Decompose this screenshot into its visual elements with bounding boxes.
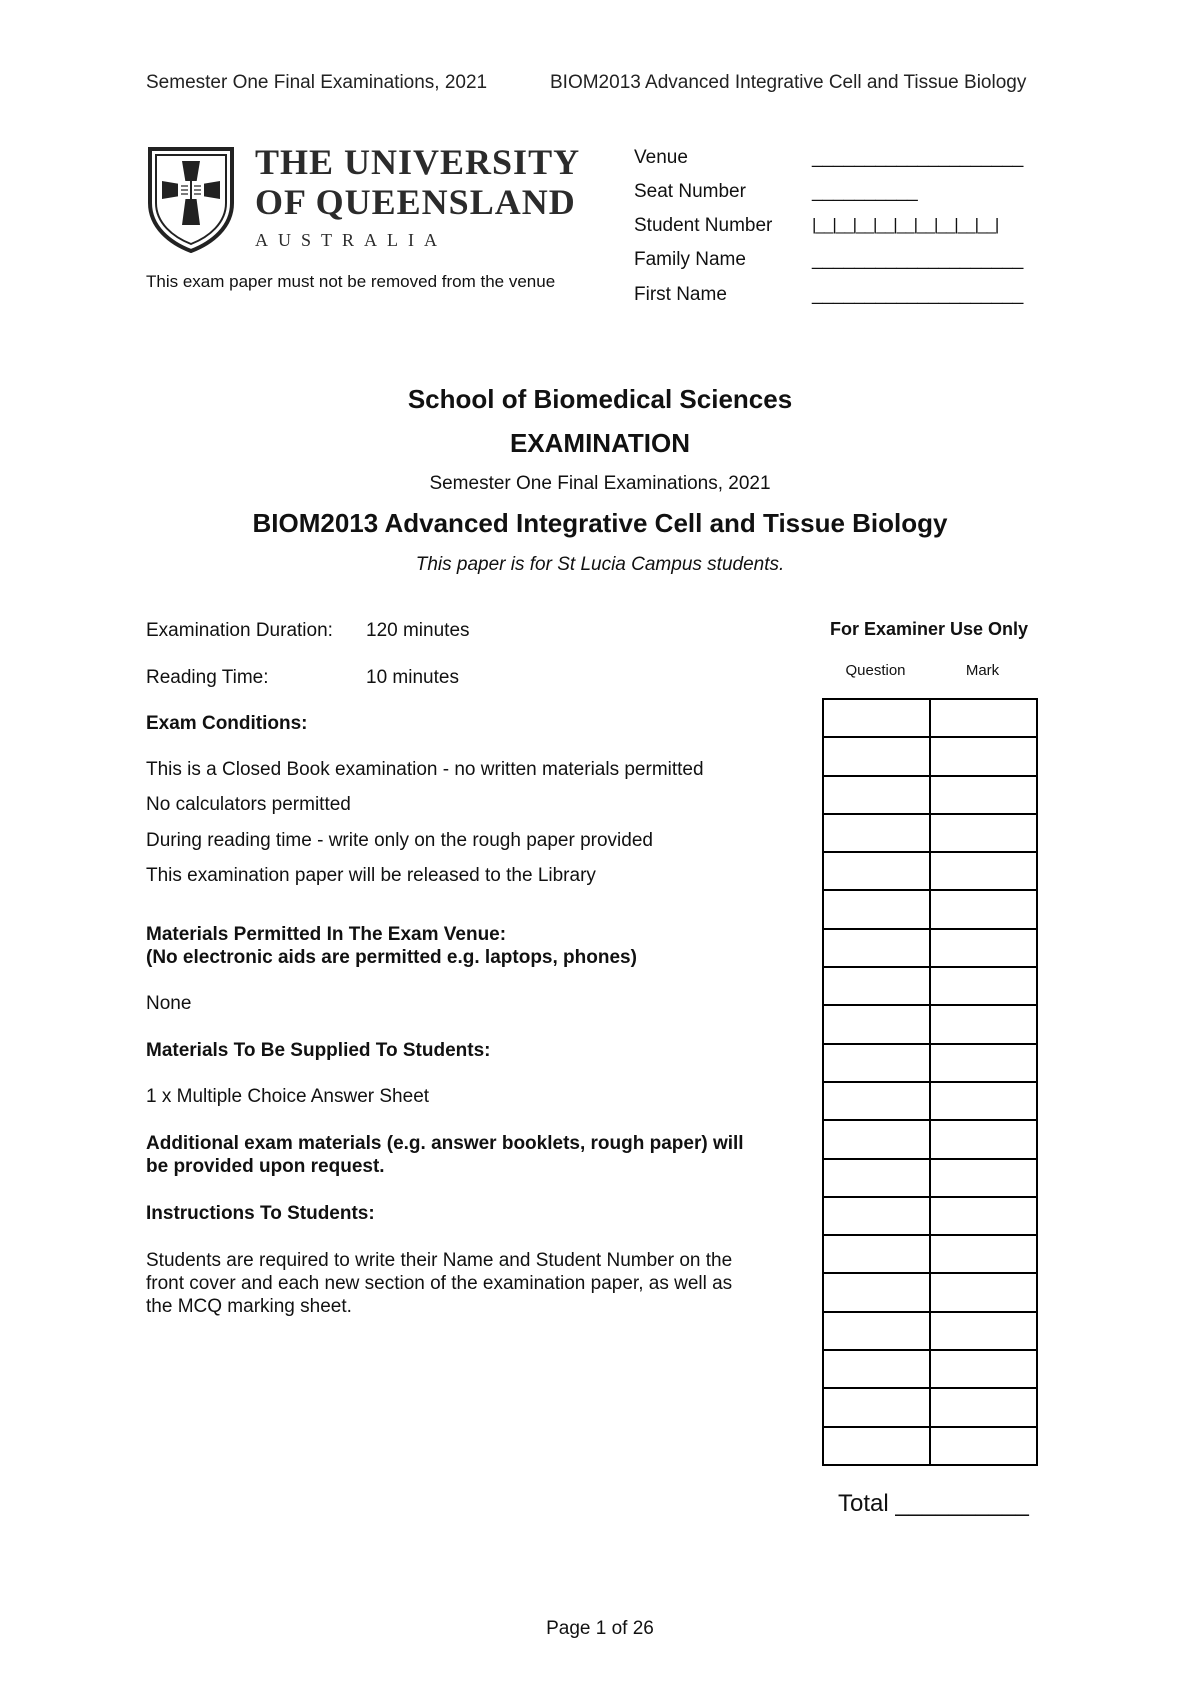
running-header-right: BIOM2013 Advanced Integrative Cell and Tissue Biology [550, 72, 1027, 93]
mark-cell[interactable] [930, 1235, 1037, 1273]
mark-cell[interactable] [930, 852, 1037, 890]
mark-cell[interactable] [930, 737, 1037, 775]
question-cell[interactable] [823, 890, 930, 928]
first-name-field[interactable]: ____________________ [812, 284, 1024, 305]
mark-cell[interactable] [930, 776, 1037, 814]
supplied-value: 1 x Multiple Choice Answer Sheet [146, 1086, 430, 1107]
question-cell[interactable] [823, 1388, 930, 1426]
table-row [823, 1159, 1037, 1197]
instructions-line-1: Students are required to write their Name and Student Number on the [146, 1250, 733, 1271]
permitted-subheading: (No electronic aids are permitted e.g. laptops, phones) [146, 947, 637, 968]
table-row [823, 737, 1037, 775]
condition-item: During reading time - write only on the rough paper provided [146, 830, 653, 851]
instructions-line-2: front cover and each new section of the examination paper, as well as [146, 1273, 733, 1294]
question-cell[interactable] [823, 699, 930, 737]
conditions-heading: Exam Conditions: [146, 713, 308, 734]
question-cell[interactable] [823, 1082, 930, 1120]
mark-cell[interactable] [930, 967, 1037, 1005]
mark-cell[interactable] [930, 1082, 1037, 1120]
mark-cell[interactable] [930, 1005, 1037, 1043]
crest-logo [146, 145, 236, 258]
page-number: Page 1 of 26 [546, 1618, 654, 1639]
condition-item: No calculators permitted [146, 794, 351, 815]
running-header-left: Semester One Final Examinations, 2021 [146, 72, 488, 93]
additional-materials-line-1: Additional exam materials (e.g. answer booklets, rough paper) will [146, 1133, 744, 1154]
table-row [823, 1235, 1037, 1273]
examination-title: EXAMINATION [509, 428, 691, 458]
question-cell[interactable] [823, 1159, 930, 1197]
examiner-marks-table [822, 698, 1038, 1466]
table-row [823, 967, 1037, 1005]
total-field[interactable]: Total __________ [838, 1490, 1029, 1517]
question-cell[interactable] [823, 1197, 930, 1235]
examiner-heading: For Examiner Use Only [829, 619, 1029, 639]
instructions-heading: Instructions To Students: [146, 1203, 375, 1224]
duration-label: Examination Duration: [146, 620, 333, 641]
question-cell[interactable] [823, 852, 930, 890]
question-cell[interactable] [823, 1350, 930, 1388]
mark-cell[interactable] [930, 1388, 1037, 1426]
campus-note: This paper is for St Lucia Campus students. [415, 554, 785, 575]
table-row [823, 890, 1037, 928]
mark-cell[interactable] [930, 814, 1037, 852]
table-row [823, 1427, 1037, 1465]
question-column-header: Question [845, 662, 906, 679]
reading-time-value: 10 minutes [366, 667, 459, 688]
question-cell[interactable] [823, 1120, 930, 1158]
mark-cell[interactable] [930, 1120, 1037, 1158]
venue-label: Venue [634, 147, 688, 168]
table-row [823, 852, 1037, 890]
student-number-field[interactable]: |__|__|__|__|__|__|__|__|__| [812, 215, 999, 234]
table-row [823, 1350, 1037, 1388]
question-cell[interactable] [823, 776, 930, 814]
mark-cell[interactable] [930, 1159, 1037, 1197]
condition-item: This examination paper will be released to the Library [146, 865, 596, 886]
mark-cell[interactable] [930, 1197, 1037, 1235]
duration-value: 120 minutes [366, 620, 470, 641]
mark-column-header: Mark [965, 662, 1000, 679]
question-cell[interactable] [823, 1427, 930, 1465]
school-title: School of Biomedical Sciences [407, 384, 793, 414]
question-cell[interactable] [823, 1235, 930, 1273]
table-row [823, 1120, 1037, 1158]
student-number-label: Student Number [634, 215, 773, 236]
permitted-value: None [146, 993, 192, 1014]
question-cell[interactable] [823, 1005, 930, 1043]
mark-cell[interactable] [930, 1312, 1037, 1350]
question-cell[interactable] [823, 1273, 930, 1311]
additional-materials-line-2: be provided upon request. [146, 1156, 385, 1177]
question-cell[interactable] [823, 814, 930, 852]
wordmark-line-2: OF QUEENSLAND [255, 182, 576, 222]
condition-item: This is a Closed Book examination - no written materials permitted [146, 759, 704, 780]
instructions-line-3: the MCQ marking sheet. [146, 1296, 352, 1317]
venue-field[interactable]: ____________________ [812, 147, 1024, 168]
table-row [823, 1082, 1037, 1120]
permitted-heading: Materials Permitted In The Exam Venue: [146, 924, 507, 945]
course-title: BIOM2013 Advanced Integrative Cell and Tissue Biology [252, 508, 948, 538]
question-cell[interactable] [823, 929, 930, 967]
university-wordmark [255, 142, 580, 251]
table-row [823, 1273, 1037, 1311]
table-row [823, 1388, 1037, 1426]
table-row [823, 814, 1037, 852]
mark-cell[interactable] [930, 1044, 1037, 1082]
mark-cell[interactable] [930, 699, 1037, 737]
family-name-label: Family Name [634, 249, 746, 270]
question-cell[interactable] [823, 1044, 930, 1082]
reading-time-label: Reading Time: [146, 667, 269, 688]
table-row [823, 929, 1037, 967]
mark-cell[interactable] [930, 929, 1037, 967]
mark-cell[interactable] [930, 890, 1037, 928]
question-cell[interactable] [823, 967, 930, 1005]
table-row [823, 1312, 1037, 1350]
seat-number-label: Seat Number [634, 181, 746, 202]
question-cell[interactable] [823, 1312, 930, 1350]
seat-number-field[interactable]: __________ [812, 181, 918, 202]
mark-cell[interactable] [930, 1427, 1037, 1465]
wordmark-line-3: AUSTRALIA [255, 230, 447, 250]
table-row [823, 1044, 1037, 1082]
table-row [823, 699, 1037, 737]
mark-cell[interactable] [930, 1350, 1037, 1388]
first-name-label: First Name [634, 284, 727, 305]
semester-subtitle: Semester One Final Examinations, 2021 [429, 473, 771, 494]
wordmark-line-1: THE UNIVERSITY [255, 142, 581, 182]
supplied-heading: Materials To Be Supplied To Students: [146, 1040, 491, 1061]
table-row [823, 1005, 1037, 1043]
table-row [823, 1197, 1037, 1235]
removal-notice: This exam paper must not be removed from the venue [146, 272, 556, 291]
question-cell[interactable] [823, 737, 930, 775]
mark-cell[interactable] [930, 1273, 1037, 1311]
table-row [823, 776, 1037, 814]
family-name-field[interactable]: ____________________ [812, 249, 1024, 270]
